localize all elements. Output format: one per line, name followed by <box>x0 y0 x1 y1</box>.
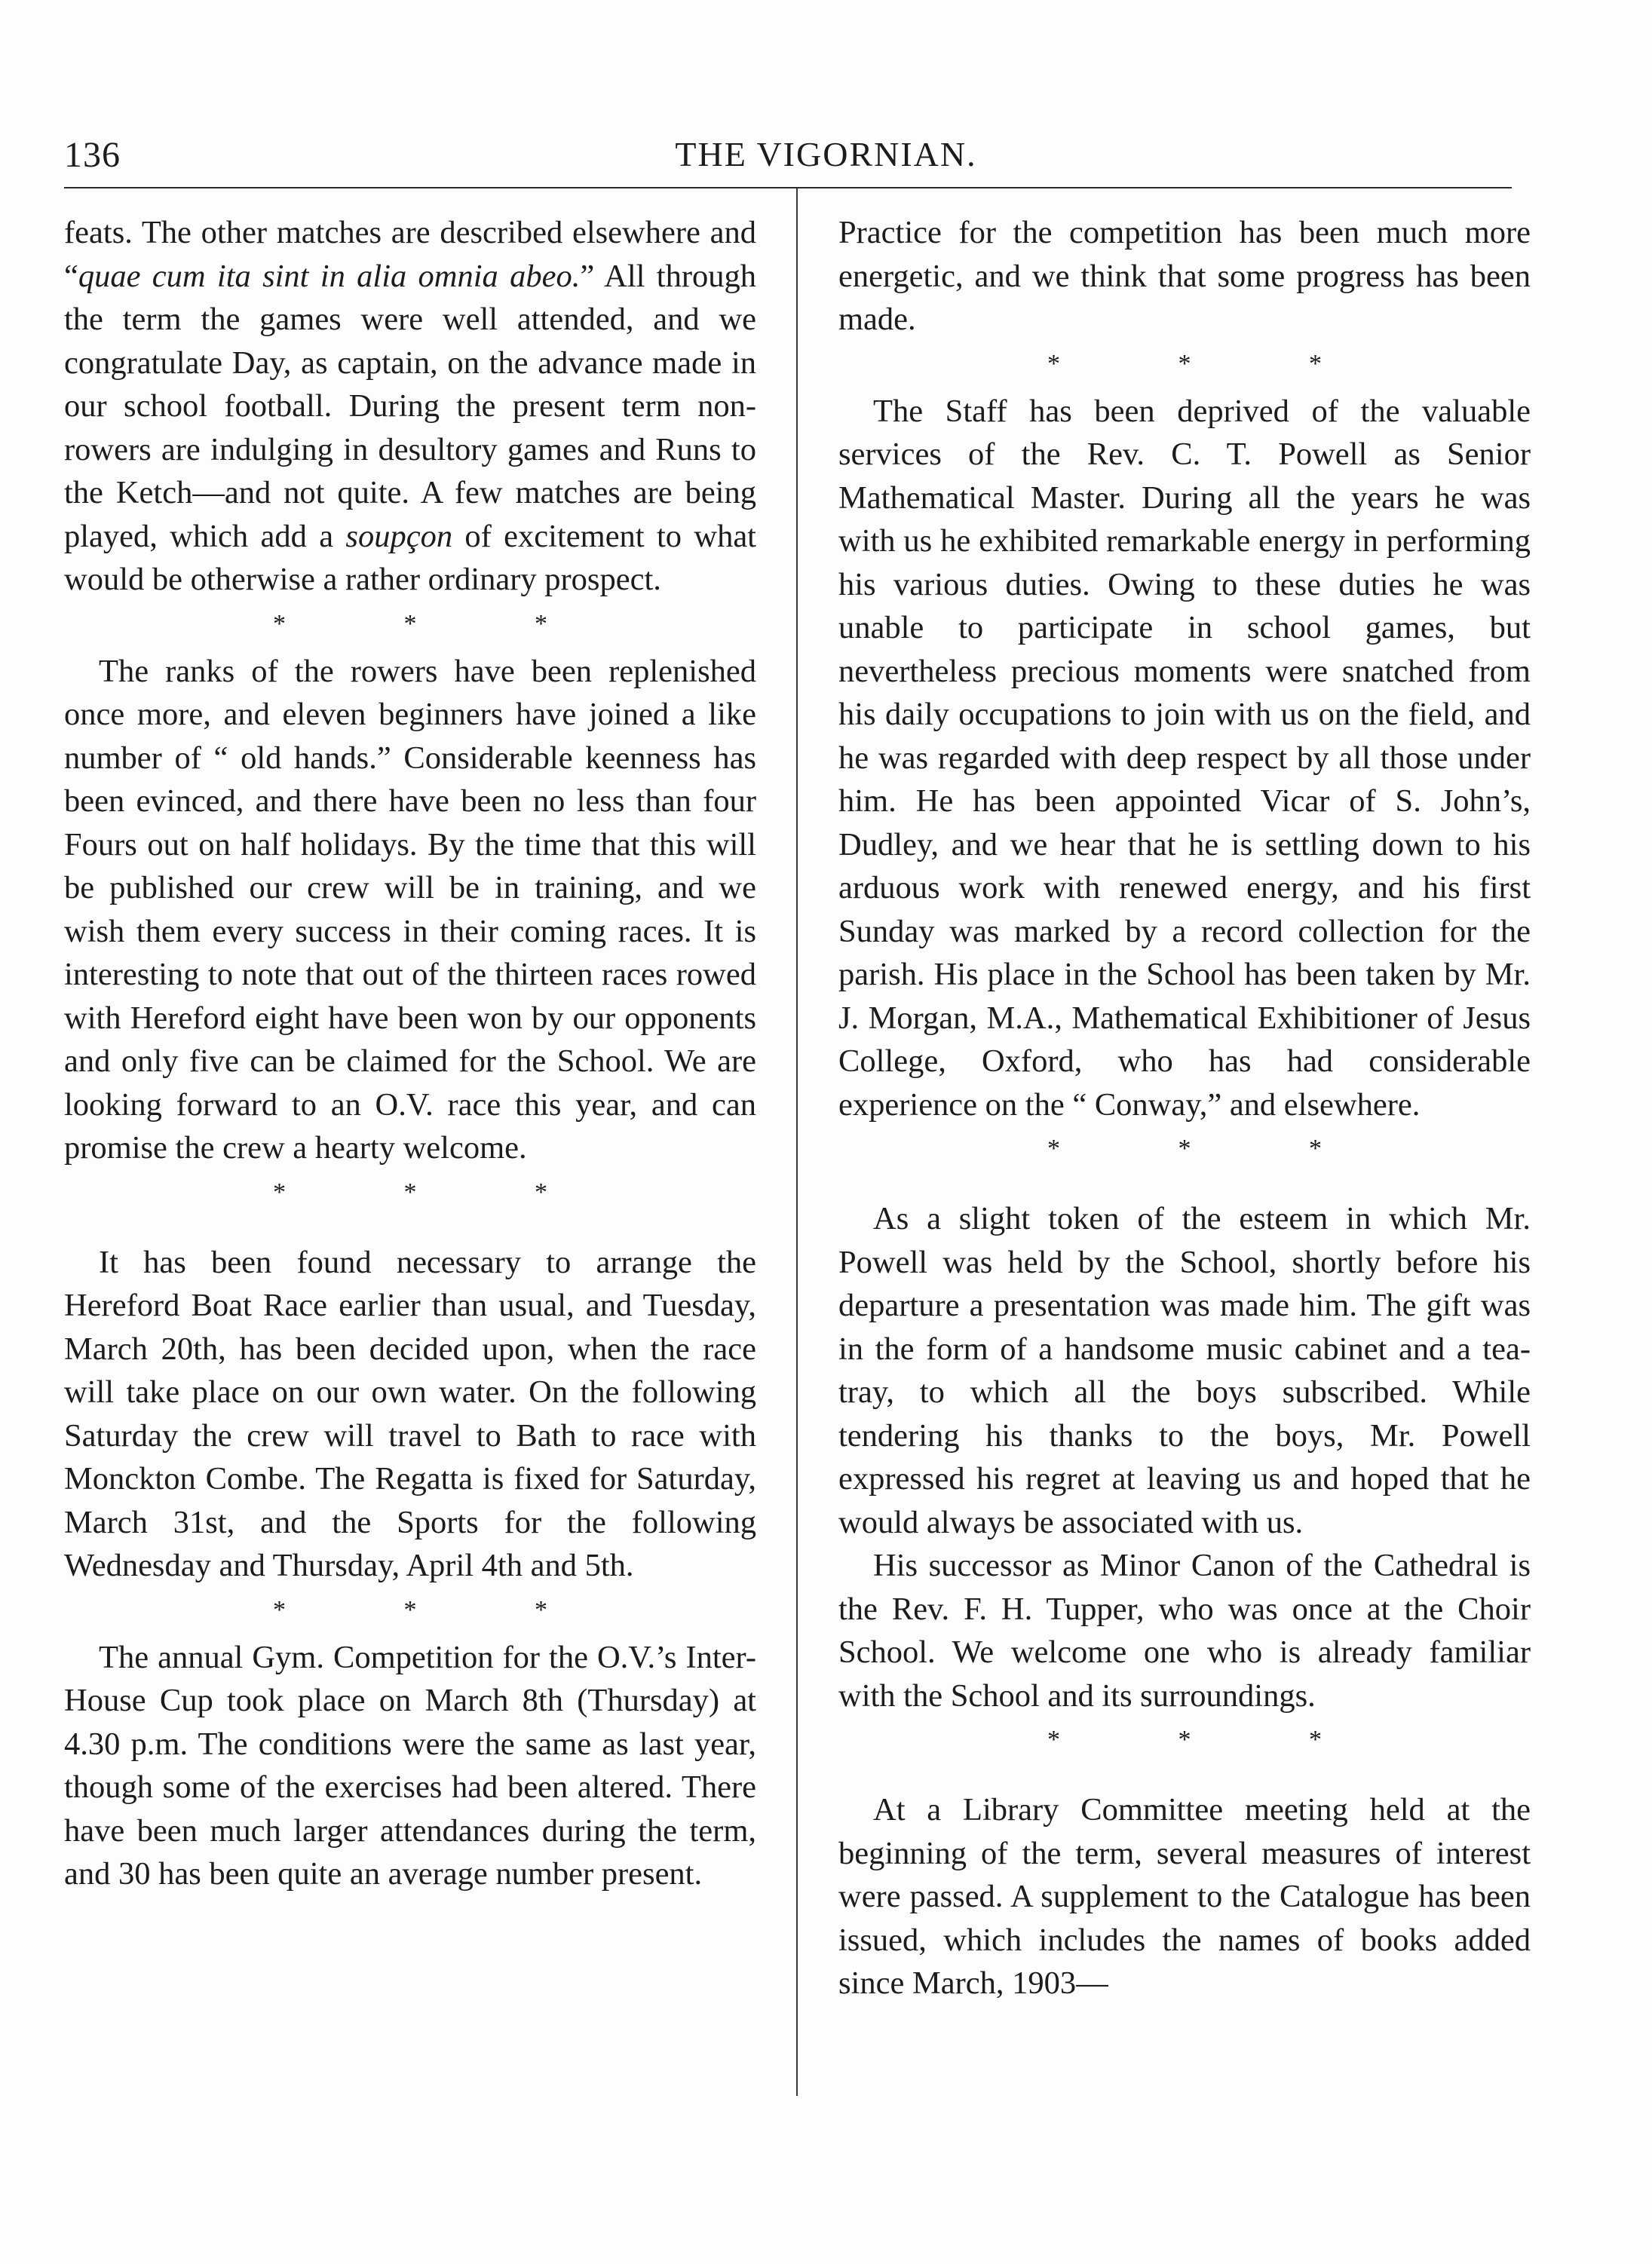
column-divider <box>796 188 798 2096</box>
paragraph-rowers: The ranks of the rowers have been replenished once more, and eleven beginners have joined a like number of “ old hands.” Considerable keenness has been evinced, and there have been no less than four Fours out on half holidays. By the time that this will be published our crew will be in training, and we wish them every success in their coming races. It is interesting to note that out of the thirteen races rowed with Hereford eight have been won by our opponents and only five can be claimed for the School. We are looking forward to an O.V. race this year, and can promise the crew a hearty welcome. <box>64 653 756 1166</box>
latin-quote: quae cum ita sint in alia omnia abeo. <box>78 258 581 294</box>
section-separator: * * * <box>1047 1135 1378 1163</box>
paragraph-matches: feats. The other matches are described elsewhere and “quae cum ita sint in alia omnia abeo.” All through the term the games were well attended, and we congratulate Day, as captain, on the advance made in our school football. During the present term non-rowers are indulging in desultory games and Runs to the Ketch—and not quite. A few matches are being played, which add a soupçon of excitement to what would be otherwise a rather ordinary prospect. <box>64 215 756 597</box>
section-separator: * * * <box>273 609 603 638</box>
paragraph-library: At a Library Committee meeting held at the beginning of the term, several measures of interest were passed. A supplement to the Catalogue has been issued, which includes the names of books added since March, 1903— <box>838 1792 1531 2001</box>
header-rule <box>64 187 1512 188</box>
paragraph-gym-competition: The annual Gym. Competition for the O.V.’s Inter-House Cup took place on March 8th (Thursday) at 4.30 p.m. The conditions were the same as last year, though some of the exercises had been altered. There have been much larger attendances during the term, and 30 has been quite an average number present. <box>64 1639 756 1892</box>
page-number: 136 <box>64 135 121 175</box>
section-separator: * * * <box>1047 349 1378 378</box>
left-column <box>64 211 756 1896</box>
section-separator: * * * <box>273 1595 603 1624</box>
right-column <box>838 211 1531 2005</box>
running-title: THE VIGORNIAN. <box>675 135 977 173</box>
section-separator: * * * <box>1047 1726 1378 1754</box>
paragraph-staff: The Staff has been deprived of the valuable services of the Rev. C. T. Powell as Senior Mathematical Master. During all the years he was with us he exhibited remarkable energy in performing his various duties. Owing to these duties he was unable to participate in school games, but nevertheless precious moments were snatched from his daily occupations to join with us on the field, and he was regarded with deep respect by all those under him. He has been appointed Vicar of S. John’s, Dudley, and we hear that he is settling down to his arduous work with renewed energy, and his first Sunday was marked by a record collection for the parish. His place in the School has been taken by Mr. J. Morgan, M.A., Mathematical Exhibitioner of Jesus College, Oxford, who has had considerable experience on the “ Conway,” and elsewhere. <box>838 393 1531 1123</box>
soupcon-italic: soupçon <box>345 518 453 554</box>
paragraph-practice: Practice for the competition has been much more energetic, and we think that some progress has been made. <box>838 215 1531 337</box>
section-separator: * * * <box>273 1178 603 1206</box>
paragraph-boat-race: It has been found necessary to arrange the Hereford Boat Race earlier than usual, and Tuesday, March 20th, has been decided upon, when the race will take place on our own water. On the following Saturday the crew will travel to Bath to race with Monckton Combe. The Regatta is fixed for Saturday, March 31st, and the Sports for the following Wednesday and Thursday, April 4th and 5th. <box>64 1244 756 1583</box>
paragraph-presentation: As a slight token of the esteem in which Mr. Powell was held by the School, shortly before his departure a presentation was made him. The gift was in the form of a handsome music cabinet and a tea-tray, to which all the boys subscribed. While tendering his thanks to the boys, Mr. Powell expressed his regret at leaving us and hoped that he would always be associated with us. <box>838 1201 1531 1540</box>
paragraph-successor: His successor as Minor Canon of the Cathedral is the Rev. F. H. Tupper, who was once at the Choir School. We welcome one who is already familiar with the School and its surroundings. <box>838 1548 1531 1714</box>
